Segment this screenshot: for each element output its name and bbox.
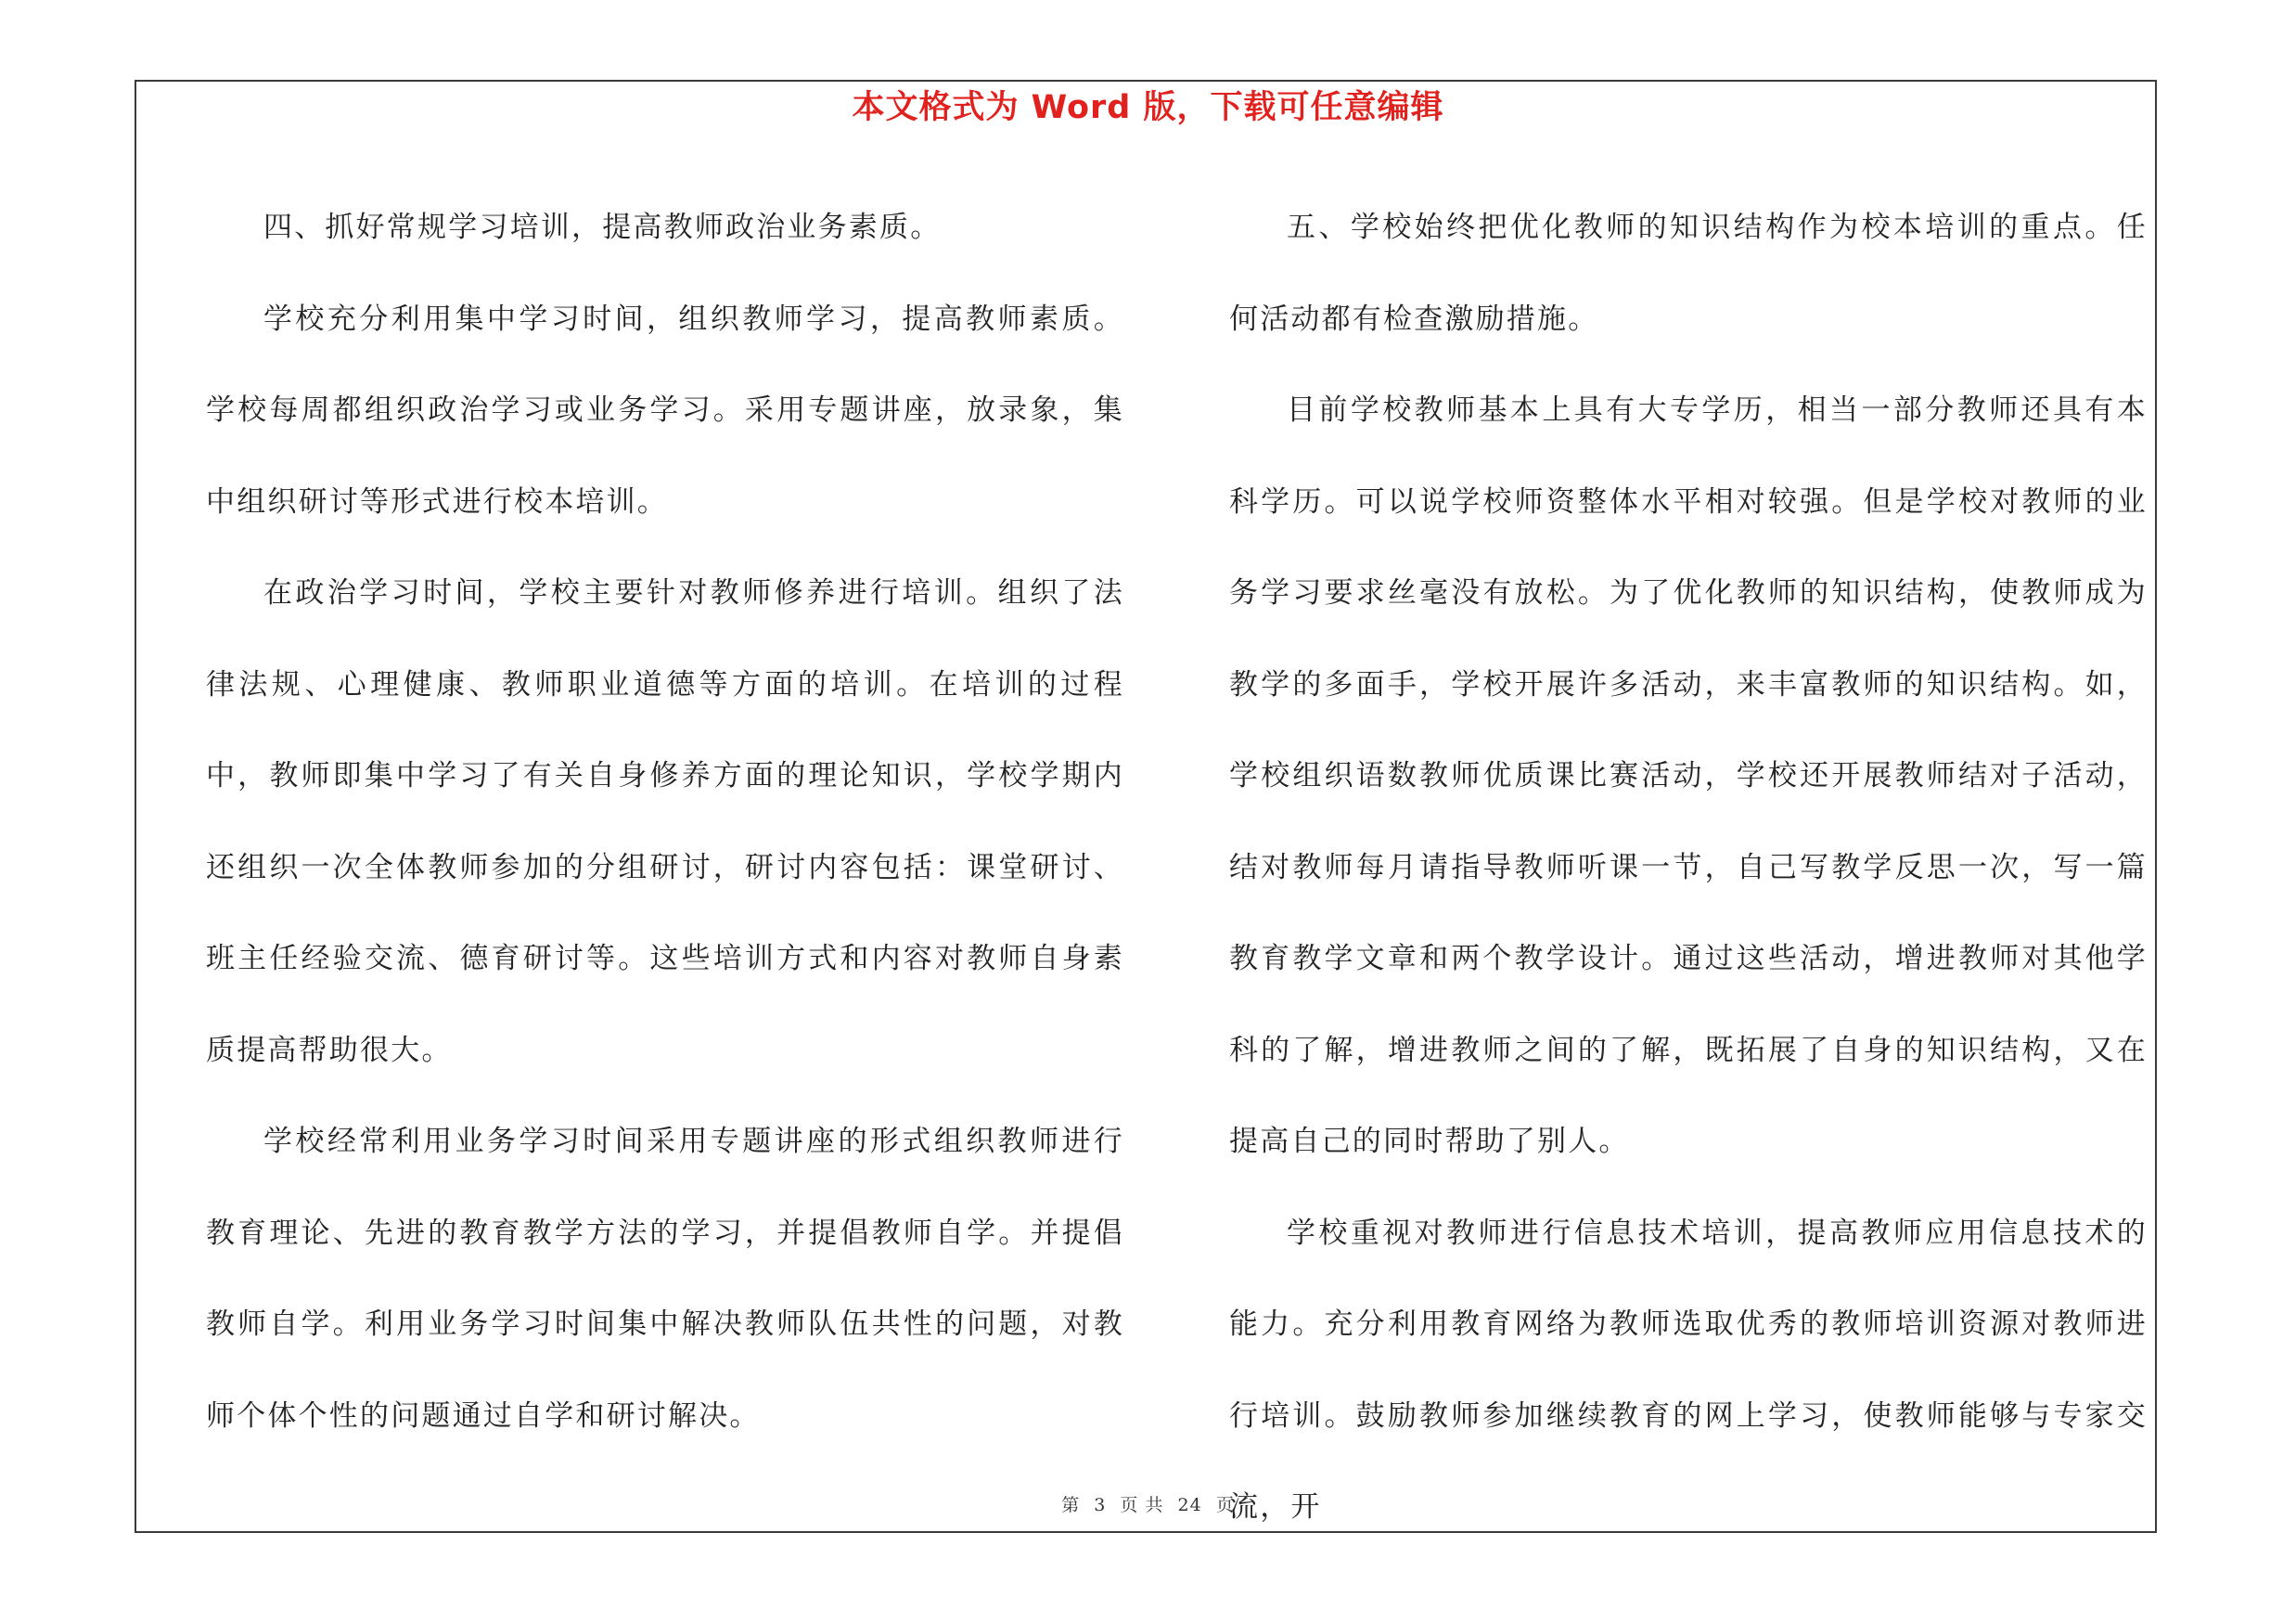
paragraph: 四、抓好常规学习培训，提高教师政治业务素质。 [263, 211, 942, 244]
left-text-column [206, 182, 1124, 1462]
paragraph: 目前学校教师基本上具有大专学历，相当一部分教师还具有本科学历。可以说学校师资整体水平相对较强。但是学校对教师的业务学习要求丝毫没有放松。为了优化教师的知识结构，使教师成为教学的多面手，学校开展许多活动，来丰富教师的知识结构。如，学校组织语数教师优质课比赛活动，学校还开展教师结对子活动，结对教师每月请指导教师听课一节，自己写教学反思一次，写一篇教育教学文章和两个教学设计。通过这些活动，增进教师对其他学科的了解，增进教师之间的了解，既拓展了自身的知识结构，又在提高自己的同时帮助了别人。 [1229, 393, 2148, 1158]
paragraph: 学校充分利用集中学习时间，组织教师学习，提高教师素质。学校每周都组织政治学习或业务学习。采用专题讲座，放录象，集中组织研讨等形式进行校本培训。 [206, 302, 1124, 519]
paragraph: 学校经常利用业务学习时间采用专题讲座的形式组织教师进行教育理论、先进的教育教学方法的学习，并提倡教师自学。并提倡教师自学。利用业务学习时间集中解决教师队伍共性的问题，对教师个体个性的问题通过自学和研讨解决。 [206, 1125, 1124, 1433]
paragraph: 五、学校始终把优化教师的知识结构作为校本培训的重点。任何活动都有检查激励措施。 [1229, 211, 2148, 336]
paragraph: 在政治学习时间，学校主要针对教师修养进行培训。组织了法律法规、心理健康、教师职业道德等方面的培训。在培训的过程中，教师即集中学习了有关自身修养方面的理论知识，学校学期内还组织一次全体教师参加的分组研讨，研讨内容包括：课堂研讨、班主任经验交流、德育研讨等。这些培训方式和内容对教师自身素质提高帮助很大。 [206, 576, 1124, 1067]
page-footer-suffix: 页 [1215, 1495, 1235, 1515]
total-page-count: 24 [1177, 1495, 1202, 1515]
current-page-number: 3 [1094, 1495, 1107, 1515]
right-text-column [1229, 182, 2148, 1553]
paragraph: 学校重视对教师进行信息技术培训，提高教师应用信息技术的能力。充分利用教育网络为教师选取优秀的教师培训资源对教师进行培训。鼓励教师参加继续教育的网上学习，使教师能够与专家交流，开 [1229, 1216, 2148, 1524]
page-footer-prefix: 第 [1061, 1495, 1081, 1515]
page-footer-middle: 页 共 [1120, 1495, 1164, 1515]
word-format-banner: 本文格式为 Word 版，下载可任意编辑 [852, 89, 1444, 126]
page-number-footer [0, 1491, 2296, 1516]
